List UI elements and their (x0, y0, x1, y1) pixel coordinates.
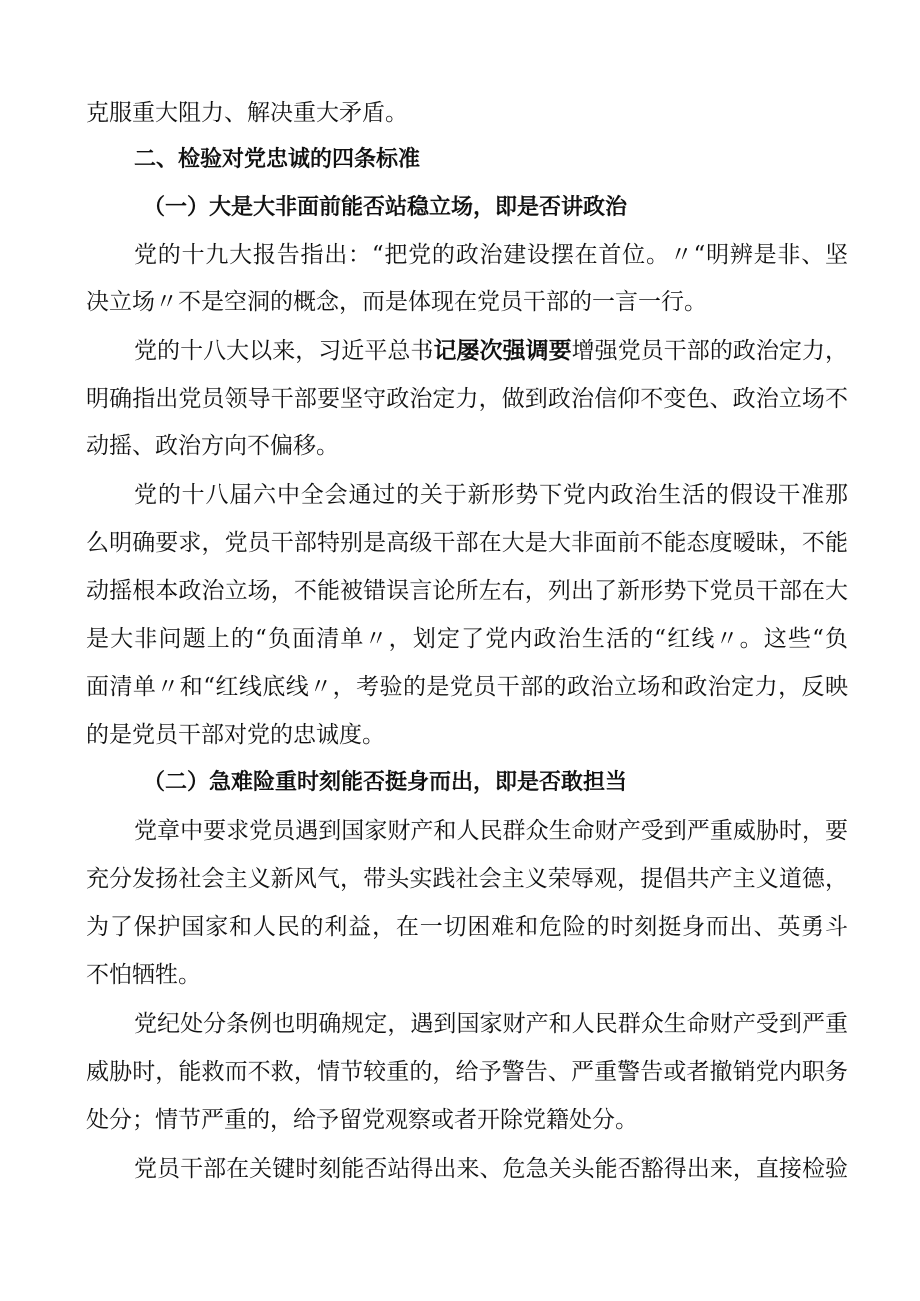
text-run: 增强党员干部的政治定力， (571, 338, 848, 364)
paragraph-line: 明确指出党员领导干部要坚守政治定力，做到政治信仰不变色、政治立场不 (86, 386, 848, 412)
paragraph-line: 党的十八届六中全会通过的关于新形势下党内政治生活的假设干准那 (134, 482, 848, 508)
paragraph-line: 处分；情节严重的，给予留党观察或者开除党籍处分。 (86, 1107, 638, 1133)
bold-text-run: 记屡次强调要 (433, 337, 572, 364)
paragraph-line: 威胁时，能救而不救，情节较重的，给予警告、严重警告或者撤销党内职务 (86, 1059, 848, 1085)
text-run: 党的十八大以来，习近平总书 (134, 338, 434, 364)
paragraph-line: 是大非问题上的“负面清单〃，划定了党内政治生活的“红线〃。这些“负 (86, 626, 848, 652)
paragraph-line: 动摇根本政治立场，不能被错误言论所左右，列出了新形势下党员干部在大 (86, 578, 848, 604)
paragraph-line: 面清单〃和“红线底线〃，考验的是党员干部的政治立场和政治定力，反映 (86, 674, 848, 700)
paragraph-line: 不怕牺牲。 (86, 962, 201, 988)
subsection-heading-2: （二）急难险重时刻能否挺身而出，即是否敢担当 (143, 770, 628, 795)
subsection-heading-1: （一）大是大非面前能否站稳立场，即是否讲政治 (143, 195, 628, 220)
paragraph-line: 动摇、政治方向不偏移。 (86, 433, 339, 459)
paragraph-line: 么明确要求，党员干部特别是高级干部在大是大非面前不能态度暧昧，不能 (86, 530, 848, 556)
paragraph-line: 充分发扬社会主义新风气，带头实践社会主义荣辱观，提倡共产主义道德， (86, 866, 848, 892)
paragraph-line (134, 336, 848, 366)
paragraph-line: 党员干部在关键时刻能否站得出来、危急关头能否豁得出来，直接检验 (134, 1156, 848, 1182)
paragraph-line: 为了保护国家和人民的利益，在一切困难和危险的时刻挺身而出、英勇斗 (86, 914, 848, 940)
paragraph-line: 党纪处分条例也明确规定，遇到国家财产和人民群众生命财产受到严重 (134, 1011, 848, 1037)
paragraph-continuation: 克服重大阻力、解决重大矛盾。 (86, 100, 408, 126)
paragraph-line: 决立场〃不是空洞的概念，而是体现在党员干部的一言一行。 (86, 289, 707, 315)
paragraph-line: 党章中要求党员遇到国家财产和人民群众生命财产受到严重威胁时，要 (134, 818, 848, 844)
paragraph-line: 的是党员干部对党的忠诚度。 (86, 722, 385, 748)
section-heading: 二、检验对党忠诚的四条标准 (134, 147, 421, 172)
paragraph-line: 党的十九大报告指出：“把党的政治建设摆在首位。〃“明辨是非、坚 (134, 242, 848, 268)
